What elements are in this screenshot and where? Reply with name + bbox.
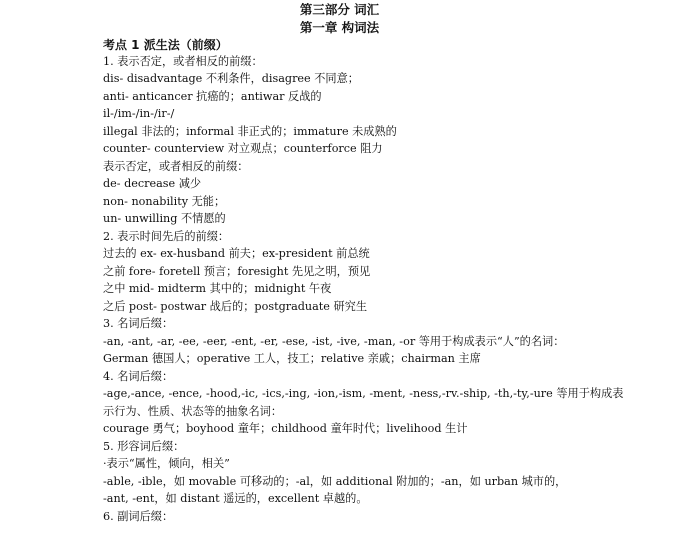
text-line: 2. 表示时间先后的前缀：: [103, 230, 230, 243]
text-line: German 德国人；operative 工人，技工；relative 亲戚；chairman 主席: [103, 352, 481, 365]
text-line: non- nonability 无能；: [103, 195, 226, 208]
text-line: 之后 post- postwar 战后的；postgraduate 研究生: [103, 300, 368, 313]
text-line: courage 勇气；boyhood 童年；childhood 童年时代；livelihood 生计: [103, 422, 468, 435]
text-line: 3. 名词后缀：: [103, 317, 174, 330]
text-line: anti- anticancer 抗癌的；antiwar 反战的: [103, 90, 322, 103]
text-line: 1. 表示否定，或者相反的前缀：: [103, 55, 263, 68]
text-line: -able, -ible，如 movable 可移动的；-al，如 additional 附加的；-an，如 urban 城市的，: [103, 475, 567, 488]
text-line: -an, -ant, -ar, -ee, -eer, -ent, -er, -ese, -ist, -ive, -man, -or 等用于构成表示“人”的名词：: [103, 335, 565, 348]
chapter-title: 第一章 构词法: [299, 20, 380, 35]
text-line: -ant, -ent，如 distant 遥远的，excellent 卓越的。: [103, 492, 368, 505]
text-line: 之前 fore- foretell 预言；foresight 先见之明，预见: [103, 265, 371, 278]
text-line: counter- counterview 对立观点；counterforce 阻力: [103, 142, 383, 155]
text-line: illegal 非法的；informal 非正式的；immature 未成熟的: [103, 125, 397, 138]
text-line: 6. 副词后缀：: [103, 510, 174, 523]
text-line: de- decrease 减少: [103, 177, 202, 190]
text-line: 5. 形容词后缀：: [103, 440, 185, 453]
text-line: un- unwilling 不情愿的: [103, 212, 226, 225]
text-line: ·表示“属性，倾向，相关”: [103, 457, 230, 470]
text-line: -age,-ance, -ence, -hood,-ic, -ics,-ing, -ion,-ism, -ment, -ness,-rv.-ship, -th,-ty,-ure 等用于构成表: [103, 387, 624, 400]
text-line: 过去的 ex- ex-husband 前夫；ex-president 前总统: [103, 247, 370, 260]
text-line: 表示否定，或者相反的前缀：: [103, 160, 249, 173]
text-line: 4. 名词后缀：: [103, 370, 174, 383]
text-line: 示行为、性质、状态等的抽象名词：: [103, 405, 283, 418]
text-line: il-/im-/in-/ir-/: [103, 107, 175, 120]
part-title: 第三部分 词汇: [299, 2, 380, 17]
text-line: dis- disadvantage 不利条件，disagree 不同意；: [103, 72, 359, 85]
text-line: 之中 mid- midterm 其中的；midnight 午夜: [103, 282, 332, 295]
section-heading: 考点 1 派生法（前缀）: [103, 38, 228, 52]
